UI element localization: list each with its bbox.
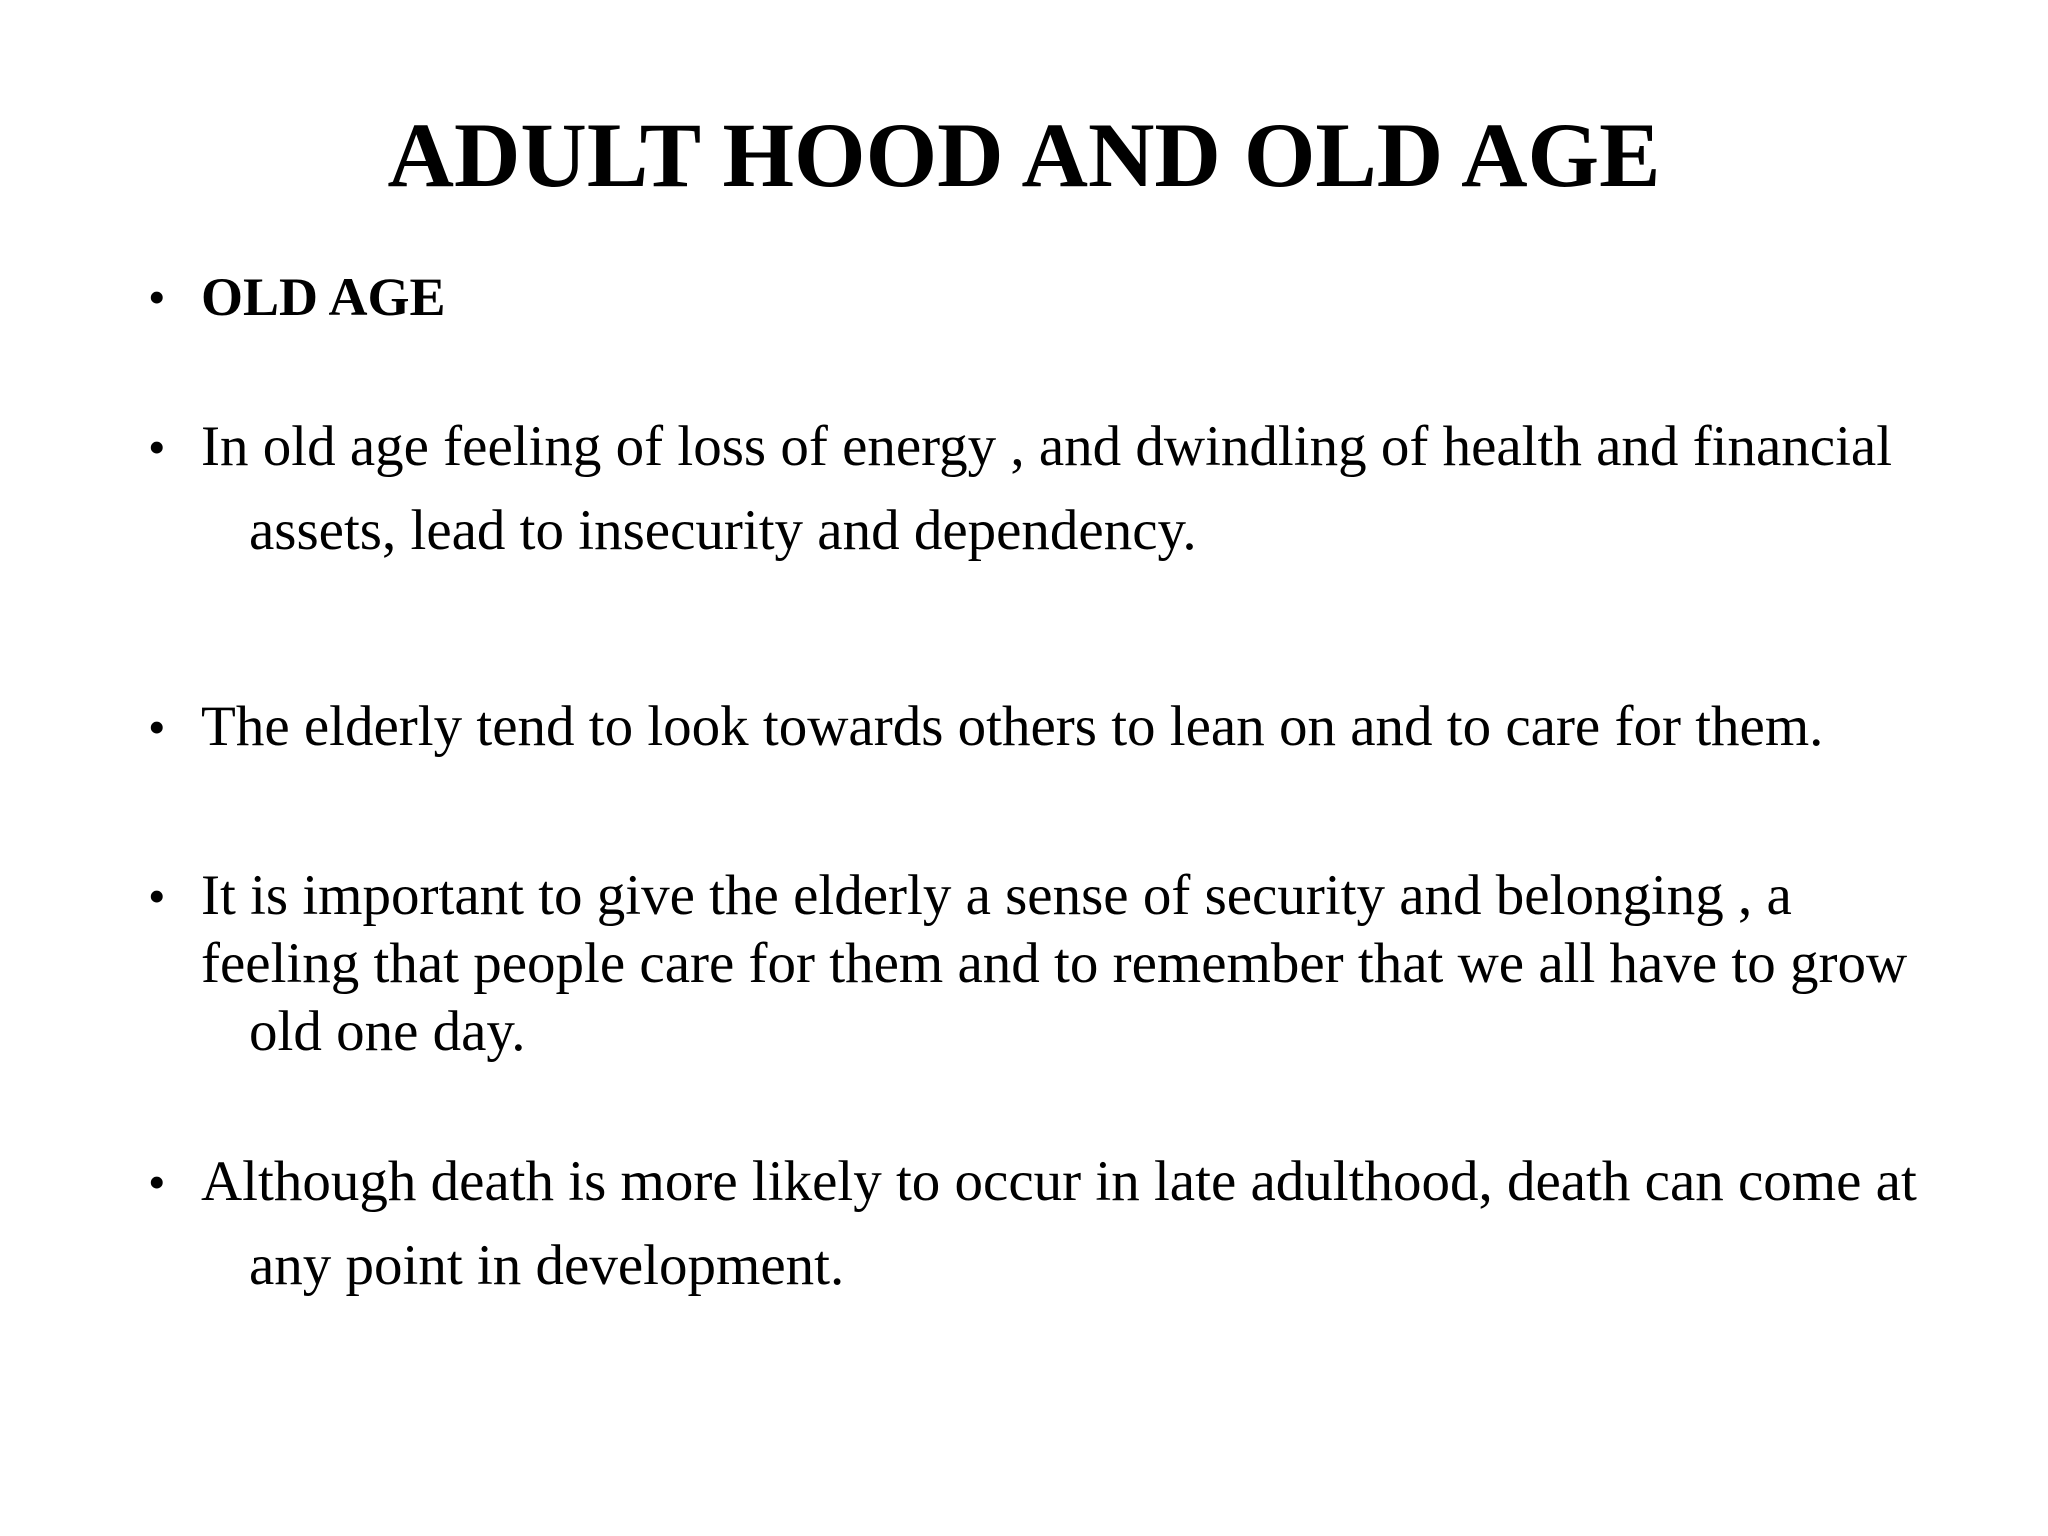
bullet-text-line: It is important to give the elderly a sense of security and belonging , a	[201, 864, 1792, 927]
bullet-text-line: The elderly tend to look towards others to lean on and to care for them.	[201, 695, 1824, 758]
bullet-item	[148, 405, 1948, 573]
bullet-dot-icon: •	[148, 699, 166, 755]
bullet-old-age-heading	[148, 262, 1948, 332]
bullet-text-line: feeling that people care for them and to remember that we all have to grow	[201, 932, 1908, 995]
bullet-dot-icon: •	[148, 419, 166, 475]
bullet-text-line: assets, lead to insecurity and dependency.	[249, 499, 1197, 562]
bullet-dot-icon: •	[148, 1154, 166, 1210]
bullet-item	[148, 1140, 1948, 1308]
bullet-text-line: Although death is more likely to occur in late adulthood, death can come at	[201, 1150, 1917, 1213]
bullet-item	[148, 692, 1948, 762]
bullet-dot-icon: •	[148, 269, 166, 325]
bullet-item	[148, 862, 1948, 1066]
section-heading: OLD AGE	[201, 267, 446, 327]
bullet-text-line: any point in development.	[249, 1234, 845, 1297]
slide-title: ADULT HOOD AND OLD AGE	[387, 104, 1661, 206]
bullet-dot-icon: •	[148, 868, 166, 924]
bullet-text-line: old one day.	[249, 1000, 526, 1063]
bullet-text-line: In old age feeling of loss of energy , and dwindling of health and financial	[201, 415, 1893, 478]
